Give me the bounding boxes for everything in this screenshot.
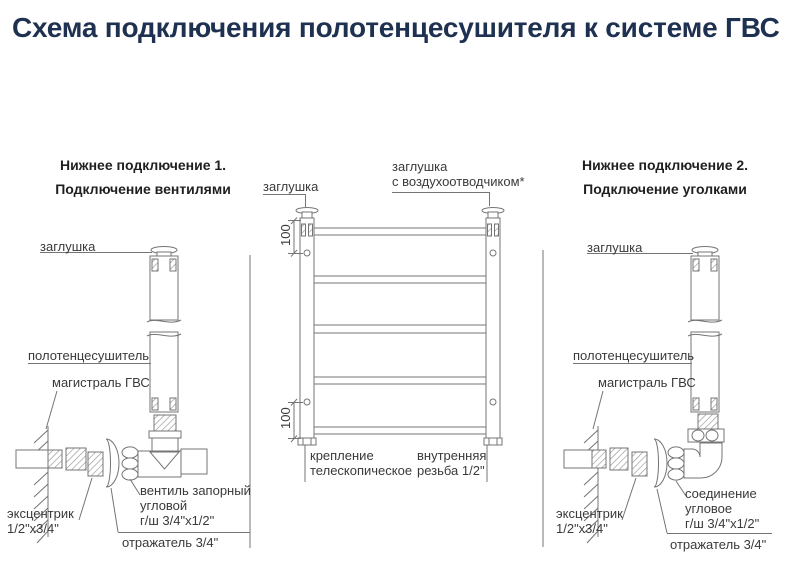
right-reflector-label: отражатель 3/4" (670, 537, 767, 552)
right-elbow-line2: угловое (685, 501, 733, 516)
right-plug-label: заглушка (587, 240, 643, 255)
left-valve-line2: угловой (140, 498, 188, 513)
center-plug-left-label: заглушка (263, 179, 319, 194)
right-hot-water-main-label: магистраль ГВС (598, 375, 696, 390)
center-thread-line1: внутренняя (417, 448, 487, 463)
left-reflector-label: отражатель 3/4" (122, 535, 219, 550)
center-mount-line2: телескопическое (310, 463, 413, 478)
right-eccentric-line2: 1/2"x3/4" (556, 521, 608, 536)
right-elbow-label (685, 486, 759, 531)
towel-rail-drawing (263, 193, 504, 483)
center-plug-airvent-line1: заглушка (392, 159, 448, 174)
center-plug-airvent-line2: с воздухоотводчиком* (392, 174, 525, 189)
right-towel-rail-label: полотенцесушитель (573, 348, 695, 363)
right-elbow-line3: г/ш 3/4"x1/2" (685, 516, 760, 531)
center-plug-airvent-label (392, 159, 525, 189)
right-eccentric-line1: эксцентрик (556, 506, 623, 521)
left-valve-label (140, 483, 251, 528)
center-mount-line1: крепление (310, 448, 374, 463)
right-section-heading-1: Нижнее подключение 2. (581, 157, 749, 173)
left-eccentric-line2: 1/2"x3/4" (7, 521, 59, 536)
right-elbow-line1: соединение (685, 486, 757, 501)
dimension-100-bottom: 100 (278, 407, 293, 429)
left-section-heading-1: Нижнее подключение 1. (59, 157, 227, 173)
page-title: Схема подключения полотенцесушителя к системе ГВС (12, 12, 780, 43)
left-plug-label: заглушка (40, 239, 96, 254)
left-valve-line1: вентиль запорный (140, 483, 251, 498)
right-eccentric-label (556, 506, 623, 536)
left-hot-water-main-label: магистраль ГВС (52, 375, 150, 390)
left-eccentric-label (7, 506, 74, 536)
center-thread-line2: резьба 1/2" (417, 463, 485, 478)
center-mount-label (310, 448, 412, 478)
left-valve-line3: г/ш 3/4"x1/2" (140, 513, 215, 528)
right-section-heading-2: Подключение уголками (583, 181, 747, 197)
center-thread-label (417, 448, 486, 478)
left-eccentric-line1: эксцентрик (7, 506, 74, 521)
left-section-heading-2: Подключение вентилями (55, 181, 231, 197)
dimension-100-top: 100 (278, 224, 293, 246)
left-towel-rail-label: полотенцесушитель (28, 348, 150, 363)
